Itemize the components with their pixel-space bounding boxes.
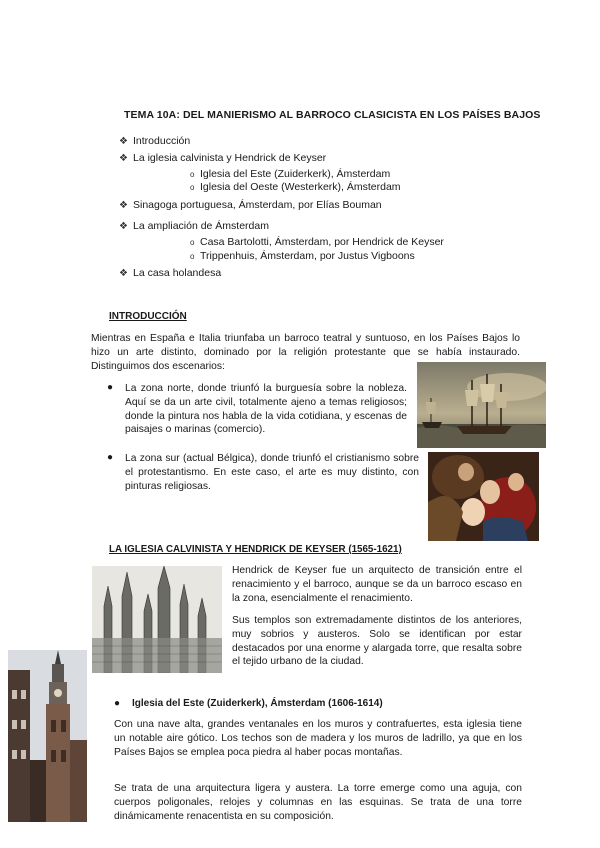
intro-bullet-north: ● La zona norte, donde triunfó la burguesía sobre la nobleza. Aquí se da un arte civil, totalmente ajeno a temas religiosos; donde la pintura nos habla de la vida cotidiana, y escenas de paisajes o marinas (comercio). xyxy=(107,382,407,436)
intro-bullet-south: ● La zona sur (actual Bélgica), donde triunfó el cristianismo sobre el protestantismo. En este caso, el arte es muy distinto, con pinturas religiosas. xyxy=(107,452,419,492)
page-title: TEMA 10A: DEL MANIERISMO AL BARROCO CLASICISTA EN LOS PAÍSES BAJOS xyxy=(124,109,541,121)
section-heading-introduccion: INTRODUCCIÓN xyxy=(109,311,187,322)
circle-bullet-icon: o xyxy=(190,251,195,261)
toc-item-introduccion: ❖ Introducción xyxy=(119,135,191,147)
toc-item-ampliacion: ❖ La ampliación de Ámsterdam xyxy=(119,220,269,232)
diamond-bullet-icon: ❖ xyxy=(119,135,128,147)
zuiderkerk-tower-photo xyxy=(8,650,87,822)
toc-subitem-zuiderkerk: o Iglesia del Este (Zuiderkerk), Ámsterdam xyxy=(190,168,391,180)
bullet-icon: ● xyxy=(107,382,114,393)
circle-bullet-icon: o xyxy=(190,169,195,179)
toc-item-casa-holandesa: ❖ La casa holandesa xyxy=(119,267,222,279)
toc-subitem-trippenhuis: o Trippenhuis, Ámsterdam, por Justus Vigboons xyxy=(190,250,415,262)
religious-painting-image xyxy=(428,452,539,541)
toc-subitem-westerkerk: o Iglesia del Oeste (Westerkerk), Ámsterdam xyxy=(190,181,401,193)
toc-subitem-bartolotti: o Casa Bartolotti, Ámsterdam, por Hendrick de Keyser xyxy=(190,236,444,248)
section-heading-keyser: LA IGLESIA CALVINISTA Y HENDRICK DE KEYSER (1565-1621) xyxy=(109,544,402,555)
bullet-icon: ● xyxy=(107,452,114,463)
circle-bullet-icon: o xyxy=(190,182,195,192)
subsection-zuiderkerk: ● Iglesia del Este (Zuiderkerk), Ámsterdam (1606-1614) xyxy=(114,698,383,709)
diamond-bullet-icon: ❖ xyxy=(119,199,128,211)
marine-painting-image xyxy=(417,362,546,448)
keyser-paragraph-1: Hendrick de Keyser fue un arquitecto de transición entre el renacimiento y el barroco, aunque se da un barroco escaso en la zona, esencialmente el renacimiento. xyxy=(232,565,522,604)
church-engraving-image xyxy=(92,566,222,673)
diamond-bullet-icon: ❖ xyxy=(119,220,128,232)
diamond-bullet-icon: ❖ xyxy=(119,152,128,164)
diamond-bullet-icon: ❖ xyxy=(119,267,128,279)
circle-bullet-icon: o xyxy=(190,237,195,247)
zuiderkerk-paragraph-2: Se trata de una arquitectura ligera y austera. La torre emerge como una aguja, con cuerpos poligonales, relojes y columnas en las esquinas. Se trata de una torre dinámicamente renacentista en su composición. xyxy=(114,783,522,822)
intro-paragraph: Mientras en España e Italia triunfaba un barroco teatral y suntuoso, en los Países Bajos lo hizo un arte distinto, dominado por la religión protestante que se había instaurado. Distinguimos dos escenarios: xyxy=(91,333,520,372)
keyser-paragraph-2: Sus templos son extremadamente distintos de los anteriores, muy sobrios y austeros. Solo se identifican por estar destacados por una enorme y alargada torre, que resalta sobre el tejido urbano de la ciudad. xyxy=(232,615,522,668)
bullet-icon: ● xyxy=(114,698,121,709)
toc-item-sinagoga: ❖ Sinagoga portuguesa, Ámsterdam, por Elías Bouman xyxy=(119,199,382,211)
zuiderkerk-paragraph-1: Con una nave alta, grandes ventanales en los muros y contrafuertes, esta iglesia tiene un notable aire gótico. Los techos son de madera y los muros de ladrillo, ya que en los Países Bajos se emplea poca piedra al haber pocas montañas. xyxy=(114,719,522,758)
toc-item-keyser: ❖ La iglesia calvinista y Hendrick de Keyser xyxy=(119,152,327,164)
